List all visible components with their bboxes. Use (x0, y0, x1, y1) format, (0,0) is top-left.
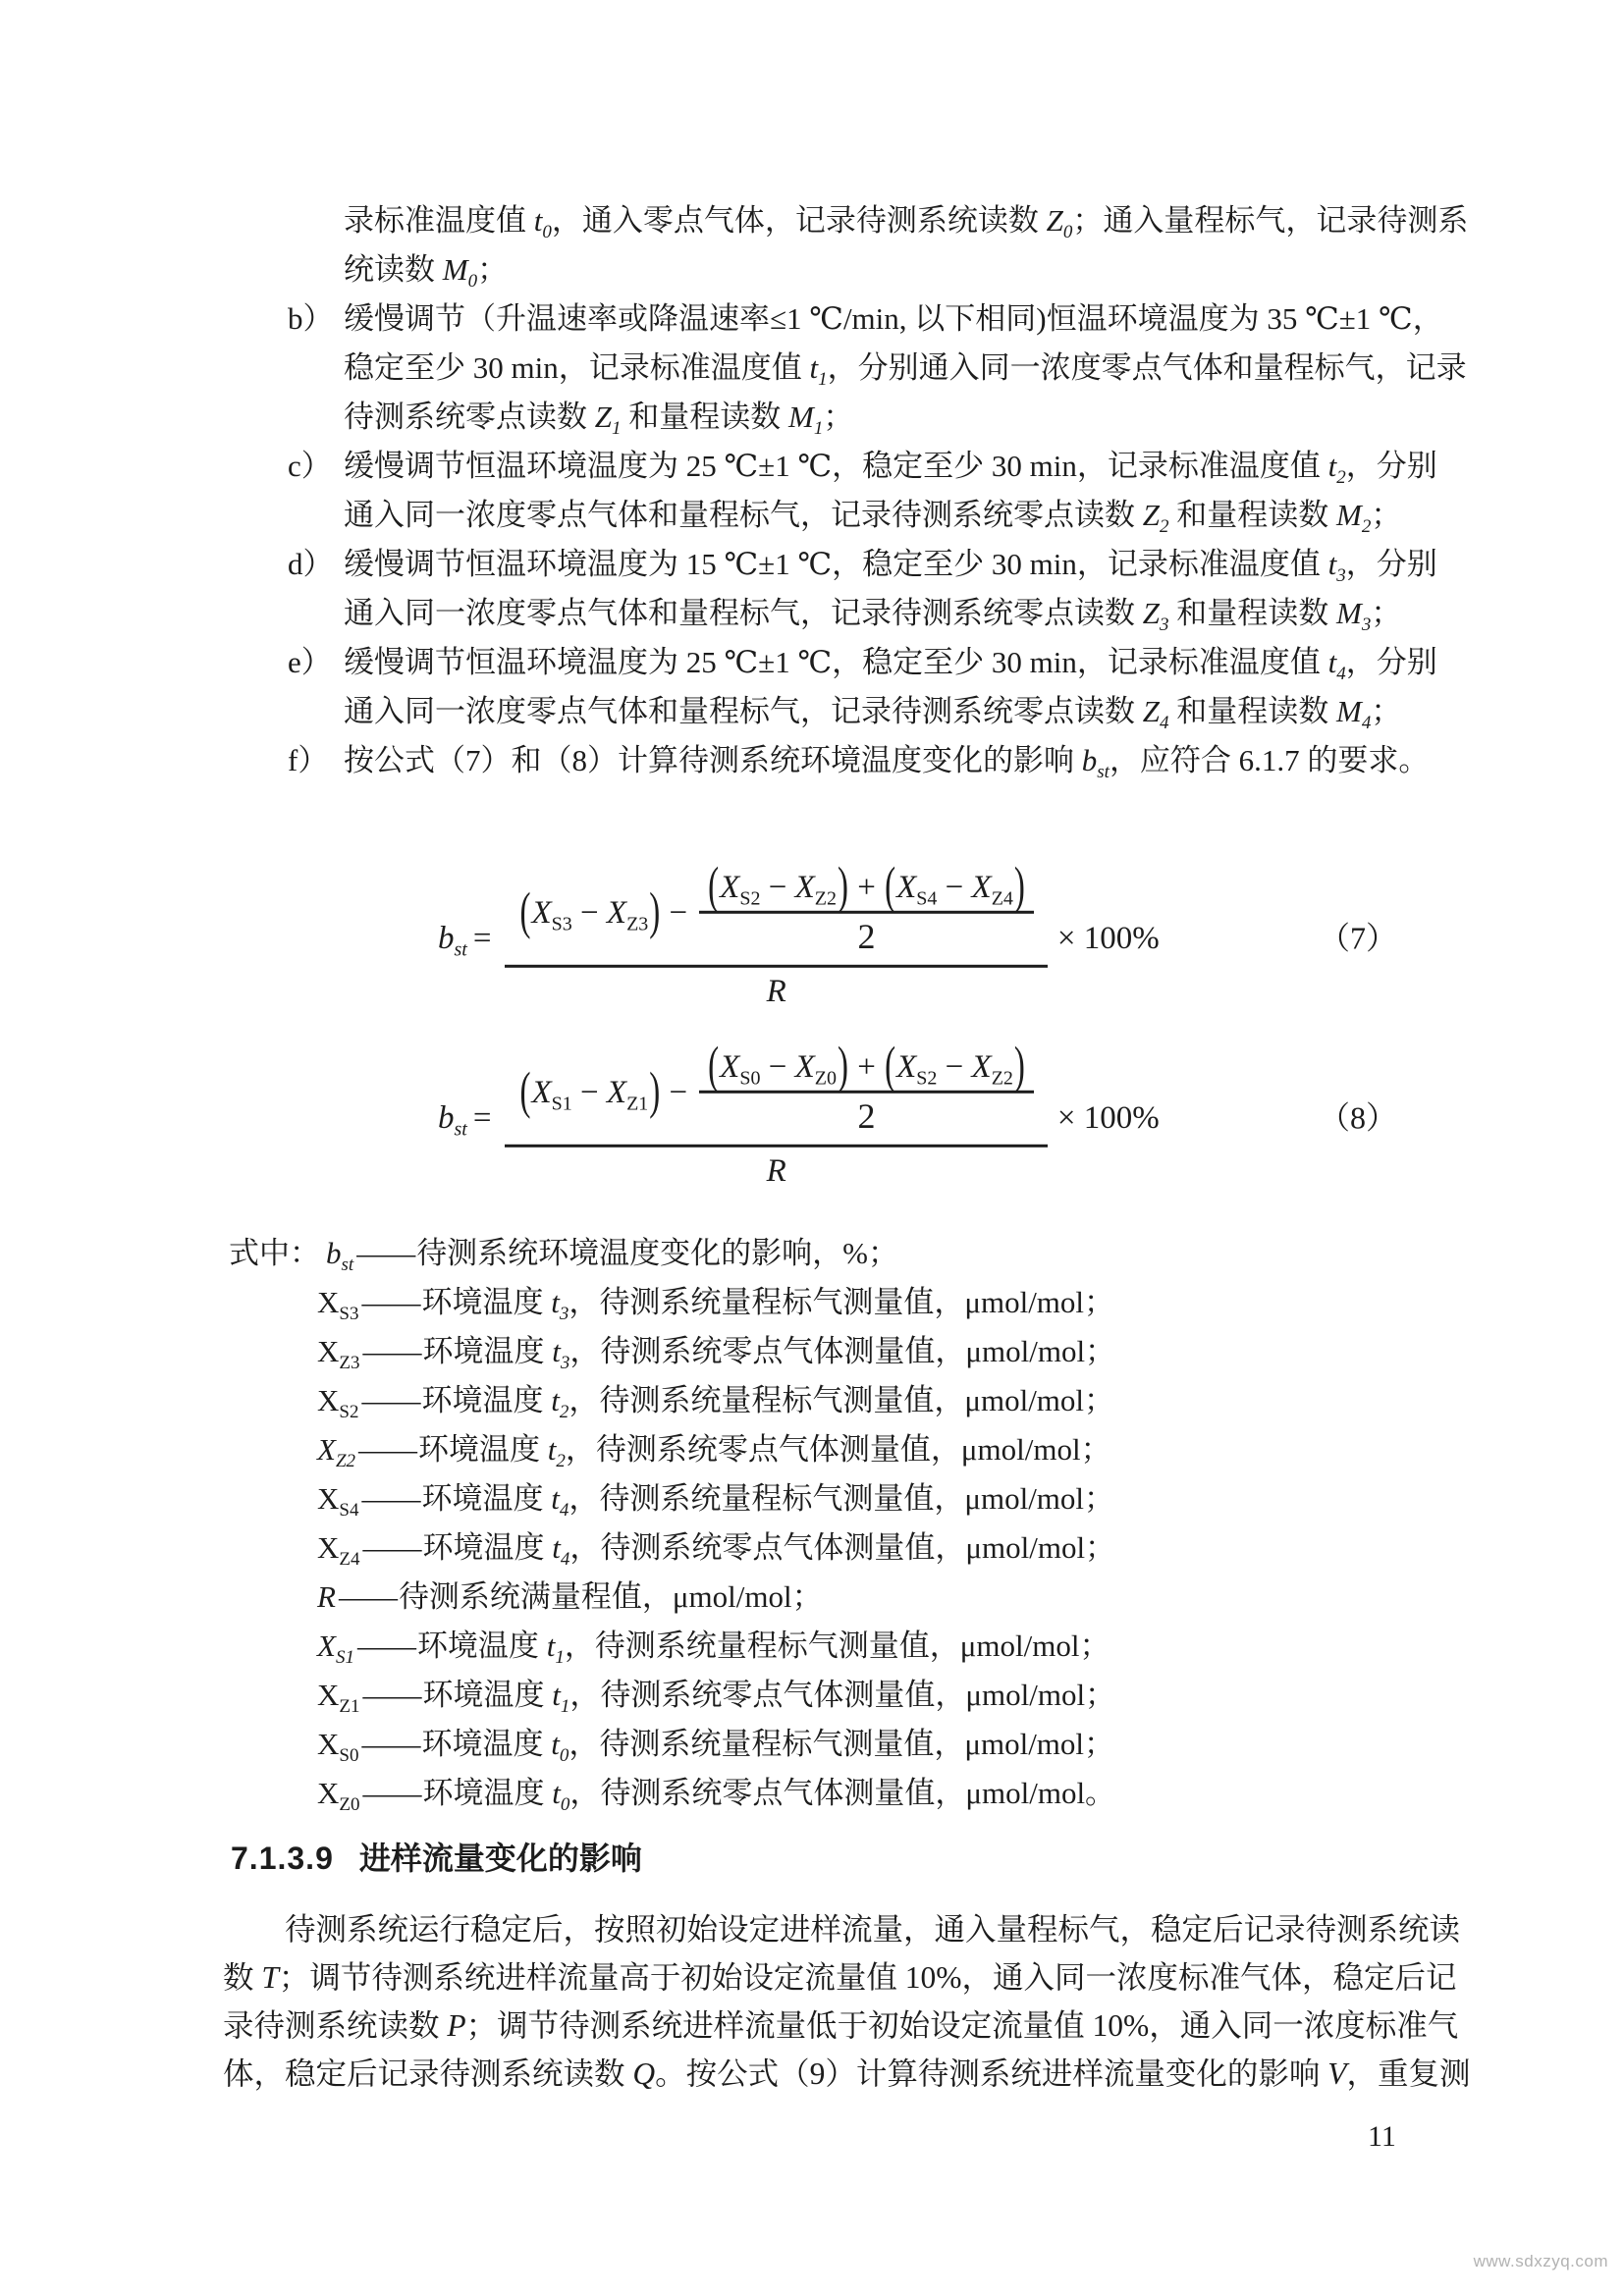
text-run: 缓慢调节恒温环境温度为 15 ℃±1 ℃，稳定至少 30 min，记录标准温度值 (344, 547, 1328, 581)
definition-line (229, 1229, 1115, 1278)
definition-line (229, 1278, 1115, 1327)
text-run: − (661, 895, 688, 932)
text-run: $X_{Z2}$ (317, 1432, 356, 1472)
dash: —— (362, 1678, 420, 1712)
section-title: 进样流量变化的影响 (358, 1841, 642, 1876)
text-run: 待测系统环境温度变化的影响，%； (416, 1236, 899, 1270)
formula-lhs (438, 919, 467, 961)
list-line (288, 491, 1486, 540)
text-run: $t_3$ (1327, 547, 1346, 587)
text-run: 和量程读数 (1168, 694, 1336, 728)
text-run: − (571, 895, 607, 932)
definition-text (416, 1629, 1110, 1669)
symbol (317, 1579, 336, 1614)
inner-numerator (699, 1038, 1034, 1095)
watermark: www.sdxzyq.com (1473, 2252, 1608, 2270)
equation-number-8: （8） (1319, 1099, 1398, 1136)
text-run: ，通入零点气体，记录待测系统读数 (551, 203, 1047, 238)
text-run: $X_{Z3}$ (606, 895, 649, 935)
symbol (317, 1334, 360, 1374)
text-run: $Z_3$ (1142, 596, 1169, 636)
definition-line (229, 1376, 1115, 1425)
text-run: $X_{Z4}$ (971, 869, 1013, 910)
text-run: × 100% (1056, 1099, 1160, 1136)
symbol (317, 1285, 359, 1325)
text-run: R (317, 1579, 336, 1614)
text-run: ； (1371, 498, 1402, 532)
definition-line (229, 1327, 1115, 1376)
text-run: $X_{S4}$ (896, 869, 938, 910)
text-run: 环境温度 (416, 1629, 547, 1663)
text-run: 环境温度 (422, 1530, 553, 1565)
text-run: $t_2$ (547, 1432, 566, 1472)
definition-line (229, 1425, 1115, 1474)
text-run: ，分别通入同一浓度零点气体和量程标气，记录 (827, 350, 1467, 385)
list-line (288, 589, 1486, 638)
outer-denominator (767, 1148, 786, 1191)
text-run: $t_2$ (551, 1383, 569, 1423)
text-run: 通入同一浓度零点气体和量程标气，记录待测系统零点读数 (344, 694, 1143, 728)
multiplier (1057, 1098, 1160, 1138)
text-run: 。按公式（9）计算待测系统进样流量变化的影响 (655, 2056, 1328, 2091)
text-run: − (571, 1075, 607, 1111)
symbol (317, 1432, 356, 1472)
text-run: × 100% (1056, 920, 1160, 956)
parenthesis: ( (708, 1038, 720, 1095)
symbol (317, 1530, 360, 1571)
text-run: ； (477, 252, 509, 287)
inner-denominator (858, 1094, 876, 1139)
text-run: 环境温度 (421, 1481, 552, 1516)
text-run: $t_2$ (1327, 449, 1346, 489)
text-run: ，待测系统零点气体测量值，μmol/mol； (569, 1678, 1116, 1712)
text-run: ，待测系统零点气体测量值，μmol/mol； (569, 1334, 1116, 1368)
inner-denominator (858, 914, 876, 959)
text-run: $b_{st}$ (438, 920, 467, 961)
parenthesis: ( (885, 858, 896, 916)
symbol (317, 1776, 360, 1816)
text-run: $X_{Z2}$ (794, 869, 837, 910)
text-run: 环境温度 (422, 1776, 553, 1810)
text-run: $t_3$ (552, 1334, 570, 1374)
numerator-prefix (518, 1064, 688, 1121)
paragraph-line (223, 2050, 1499, 2098)
parenthesis: ) (649, 1064, 661, 1121)
text-run: ；调节待测系统进样流量高于初始设定流量值 10%，通入同一浓度标准气体，稳定后记 (278, 1960, 1457, 1995)
text-run: 按公式（7）和（8）计算待测系统环境温度变化的影响 (344, 743, 1082, 777)
text-run: ，待测系统零点气体测量值，μmol/mol； (565, 1432, 1111, 1467)
definition-line (229, 1523, 1115, 1573)
text-run: $X_{Z0}$ (794, 1048, 837, 1090)
text-run: R (766, 973, 786, 1009)
dash: —— (338, 1579, 396, 1614)
text-run: $X_{S4}$ (317, 1481, 359, 1522)
text-run: $Z_4$ (1142, 694, 1169, 734)
list-line (288, 245, 1486, 294)
text-run: $t_3$ (551, 1285, 569, 1325)
dash: —— (361, 1727, 419, 1761)
text-run: − (937, 1048, 972, 1085)
list-line (288, 393, 1486, 442)
text-run: ，重复测 (1346, 2056, 1471, 2091)
symbol-definitions (229, 1229, 1115, 1818)
text-run: 环境温度 (421, 1727, 552, 1761)
text-run: 和量程读数 (621, 400, 788, 434)
text-run: 环境温度 (422, 1334, 553, 1368)
equals-sign: = (472, 920, 492, 956)
text-run: $M_2$ (1336, 498, 1372, 538)
text-run: ，待测系统量程标气测量值，μmol/mol； (568, 1383, 1115, 1417)
list-line (288, 638, 1486, 687)
text-run: P (447, 2008, 466, 2043)
definition-line (229, 1769, 1115, 1818)
text-run: 录待测系统读数 (223, 2008, 448, 2043)
parenthesis: ( (519, 1064, 531, 1121)
inner-fraction (699, 1038, 1034, 1139)
outer-fraction (505, 1038, 1047, 1191)
multiplier (1057, 919, 1160, 958)
text-run: 待测系统零点读数 (344, 400, 595, 434)
text-run: 环境温度 (421, 1285, 552, 1319)
list-line (288, 540, 1486, 589)
text-run: − (760, 1048, 795, 1085)
text-run: $t_0$ (552, 1776, 570, 1816)
text-run: ，待测系统量程标气测量值，μmol/mol； (568, 1481, 1115, 1516)
text-run: $Z_1$ (594, 400, 622, 440)
definition-line (229, 1671, 1115, 1720)
text-run: $X_{S2}$ (317, 1383, 359, 1423)
paragraph-line (223, 1953, 1499, 2002)
list-line (288, 687, 1486, 736)
formula-lhs (438, 1098, 467, 1141)
text-run: 环境温度 (418, 1432, 548, 1467)
definition-text (422, 1334, 1116, 1374)
text-run: 稳定至少 30 min，记录标准温度值 (344, 350, 810, 385)
text-run: ，待测系统量程标气测量值，μmol/mol； (568, 1727, 1115, 1761)
text-run: 数 (223, 1960, 262, 1995)
list-line (288, 344, 1486, 393)
text-run: 待测系统运行稳定后，按照初始设定进样流量，通入量程标气，稳定后记录待测系统读 (285, 1912, 1461, 1947)
text-run: 和量程读数 (1168, 498, 1336, 532)
text-run: $X_{Z4}$ (317, 1530, 360, 1571)
text-run: 待测系统满量程值，μmol/mol； (398, 1579, 823, 1614)
text-run: $X_{S1}$ (531, 1075, 572, 1115)
text-run: $t_4$ (552, 1530, 570, 1571)
text-run: ，分别 (1345, 547, 1437, 581)
text-run: $Z_0$ (1046, 203, 1073, 243)
text-run: 录标准温度值 (344, 203, 534, 238)
parenthesis: ) (649, 884, 661, 941)
text-run: $t_0$ (551, 1727, 569, 1767)
text-run: 缓慢调节（升温速率或降温速率≤1 ℃/min, 以下相同)恒温环境温度为 35 ℃±1 ℃， (344, 301, 1443, 336)
text-run: ； (1371, 694, 1402, 728)
text-run: 环境温度 (421, 1383, 552, 1417)
procedure-list (288, 196, 1486, 785)
section-heading (231, 1834, 642, 1879)
dash: —— (361, 1383, 419, 1417)
paragraph-line (223, 1905, 1499, 1953)
text-run: ，待测系统零点气体测量值，μmol/mol。 (569, 1776, 1116, 1810)
text-run: ，待测系统量程标气测量值，μmol/mol； (568, 1285, 1115, 1319)
text-run: $X_{Z1}$ (317, 1678, 360, 1718)
parenthesis: ) (1013, 1038, 1025, 1095)
text-run: − (760, 869, 795, 905)
text-run: $b_{st}$ (1081, 743, 1110, 783)
list-line (288, 442, 1486, 491)
text-run: $X_{S2}$ (896, 1048, 938, 1090)
definition-text (422, 1530, 1116, 1571)
text-run: ；通入量程标气，记录待测系 (1072, 203, 1469, 238)
text-run: $b_{st}$ (326, 1236, 354, 1276)
text-run: V (1327, 2056, 1347, 2091)
text-run: $M_3$ (1336, 596, 1372, 636)
numerator-prefix (518, 884, 688, 941)
paragraph-line (223, 2002, 1499, 2050)
list-line (288, 736, 1486, 785)
definition-line (229, 1573, 1115, 1622)
text-run: ，应符合 6.1.7 的要求。 (1109, 743, 1430, 777)
text-run: 通入同一浓度零点气体和量程标气，记录待测系统零点读数 (344, 498, 1143, 532)
definition-text (421, 1727, 1115, 1767)
dash: —— (361, 1481, 419, 1516)
text-run: $X_{S0}$ (317, 1727, 359, 1767)
dash: —— (362, 1530, 420, 1565)
text-run: ； (823, 400, 854, 434)
parenthesis: ( (885, 1038, 896, 1095)
parenthesis: ( (519, 884, 531, 941)
text-run: $X_{S3}$ (531, 895, 572, 935)
definition-text (422, 1678, 1116, 1718)
parenthesis: ) (837, 858, 848, 916)
list-item-label: c） (288, 449, 332, 483)
definition-text (422, 1776, 1116, 1816)
text-run: $Z_2$ (1142, 498, 1169, 538)
definition-text (421, 1481, 1115, 1522)
equation-number-7: （7） (1319, 920, 1398, 956)
dash: —— (361, 1285, 419, 1319)
outer-denominator (767, 968, 786, 1011)
text-run: R (766, 1152, 786, 1189)
text-run: ，待测系统零点气体测量值，μmol/mol； (569, 1530, 1116, 1565)
list-line (288, 196, 1486, 245)
definitions-intro: 式中： (229, 1236, 320, 1270)
text-run: 通入同一浓度零点气体和量程标气，记录待测系统零点读数 (344, 596, 1143, 630)
text-run: $M_4$ (1336, 694, 1372, 734)
text-run: ，分别 (1345, 645, 1437, 679)
body-paragraph (223, 1905, 1499, 2098)
text-run: 缓慢调节恒温环境温度为 25 ℃±1 ℃，稳定至少 30 min，记录标准温度值 (344, 449, 1328, 483)
page-number: 11 (1368, 2120, 1396, 2153)
text-run: $X_{Z3}$ (317, 1334, 360, 1374)
text-run: 统读数 (344, 252, 443, 287)
parenthesis: ) (1013, 858, 1025, 916)
text-run: ；调节待测系统进样流量低于初始设定流量值 10%，通入同一浓度标准气 (465, 2008, 1459, 2043)
text-run: − (937, 869, 972, 905)
text-run: Q (632, 2056, 656, 2091)
text-run: $X_{S1}$ (317, 1629, 354, 1669)
symbol (317, 1678, 360, 1718)
text-run: ，待测系统量程标气测量值，μmol/mol； (564, 1629, 1110, 1663)
text-run: 体，稳定后记录待测系统读数 (223, 2056, 633, 2091)
symbol (317, 1481, 359, 1522)
symbol (317, 1629, 354, 1669)
text-run: $M_1$ (788, 400, 824, 440)
parenthesis: ) (837, 1038, 848, 1095)
text-run: 缓慢调节恒温环境温度为 25 ℃±1 ℃，稳定至少 30 min，记录标准温度值 (344, 645, 1328, 679)
text-run: $t_4$ (1327, 645, 1346, 685)
outer-numerator (505, 1038, 1047, 1148)
symbol (326, 1236, 354, 1276)
text-run: ，分别 (1345, 449, 1437, 483)
parenthesis: ( (708, 858, 720, 916)
dash: —— (358, 1432, 416, 1467)
text-run: $X_{S2}$ (720, 869, 761, 910)
outer-fraction (505, 858, 1047, 1011)
text-run: 2 (857, 1096, 876, 1137)
dash: —— (362, 1334, 420, 1368)
text-run: ； (1371, 596, 1402, 630)
dash: —— (356, 1629, 414, 1663)
text-run: $X_{Z1}$ (606, 1075, 649, 1115)
dash: —— (362, 1776, 420, 1810)
text-run: 2 (857, 917, 876, 957)
text-run: − (661, 1075, 688, 1111)
text-run: $X_{Z2}$ (971, 1048, 1013, 1090)
text-run: $M_0$ (442, 252, 478, 293)
text-run: $X_{S3}$ (317, 1285, 359, 1325)
text-run: $X_{Z0}$ (317, 1776, 360, 1816)
definition-line (229, 1474, 1115, 1523)
definition-line (229, 1622, 1115, 1671)
outer-numerator (505, 858, 1047, 968)
section-number: 7.1.3.9 (231, 1841, 334, 1876)
inner-fraction (699, 858, 1034, 959)
text-run: 和量程读数 (1168, 596, 1336, 630)
inner-numerator (699, 858, 1034, 916)
formula-8 (438, 1038, 1398, 1191)
dash: —— (356, 1236, 414, 1270)
definition-text (399, 1579, 823, 1614)
formula-7 (438, 858, 1398, 1011)
text-run: $t_0$ (533, 203, 552, 243)
list-item-label: d） (288, 547, 334, 581)
text-run: $t_4$ (551, 1481, 569, 1522)
equals-sign: = (472, 1099, 492, 1136)
text-run: $X_{S0}$ (720, 1048, 761, 1090)
text-run: 环境温度 (422, 1678, 553, 1712)
list-item-label: e） (288, 645, 332, 679)
definition-text (421, 1285, 1115, 1325)
list-item-label: f） (288, 743, 329, 777)
definition-text (418, 1432, 1111, 1472)
list-line (288, 294, 1486, 344)
text-run: $t_1$ (552, 1678, 570, 1718)
text-run: $b_{st}$ (438, 1099, 467, 1141)
symbol (317, 1383, 359, 1423)
symbol (317, 1727, 359, 1767)
text-run: T (261, 1960, 279, 1995)
definition-line (229, 1720, 1115, 1769)
text-run: + (848, 1048, 885, 1085)
definition-text (416, 1236, 898, 1270)
text-run: $t_1$ (546, 1629, 565, 1669)
definition-text (421, 1383, 1115, 1423)
text-run: $t_1$ (809, 350, 828, 391)
text-run: + (848, 869, 885, 905)
list-item-label: b） (288, 301, 334, 336)
